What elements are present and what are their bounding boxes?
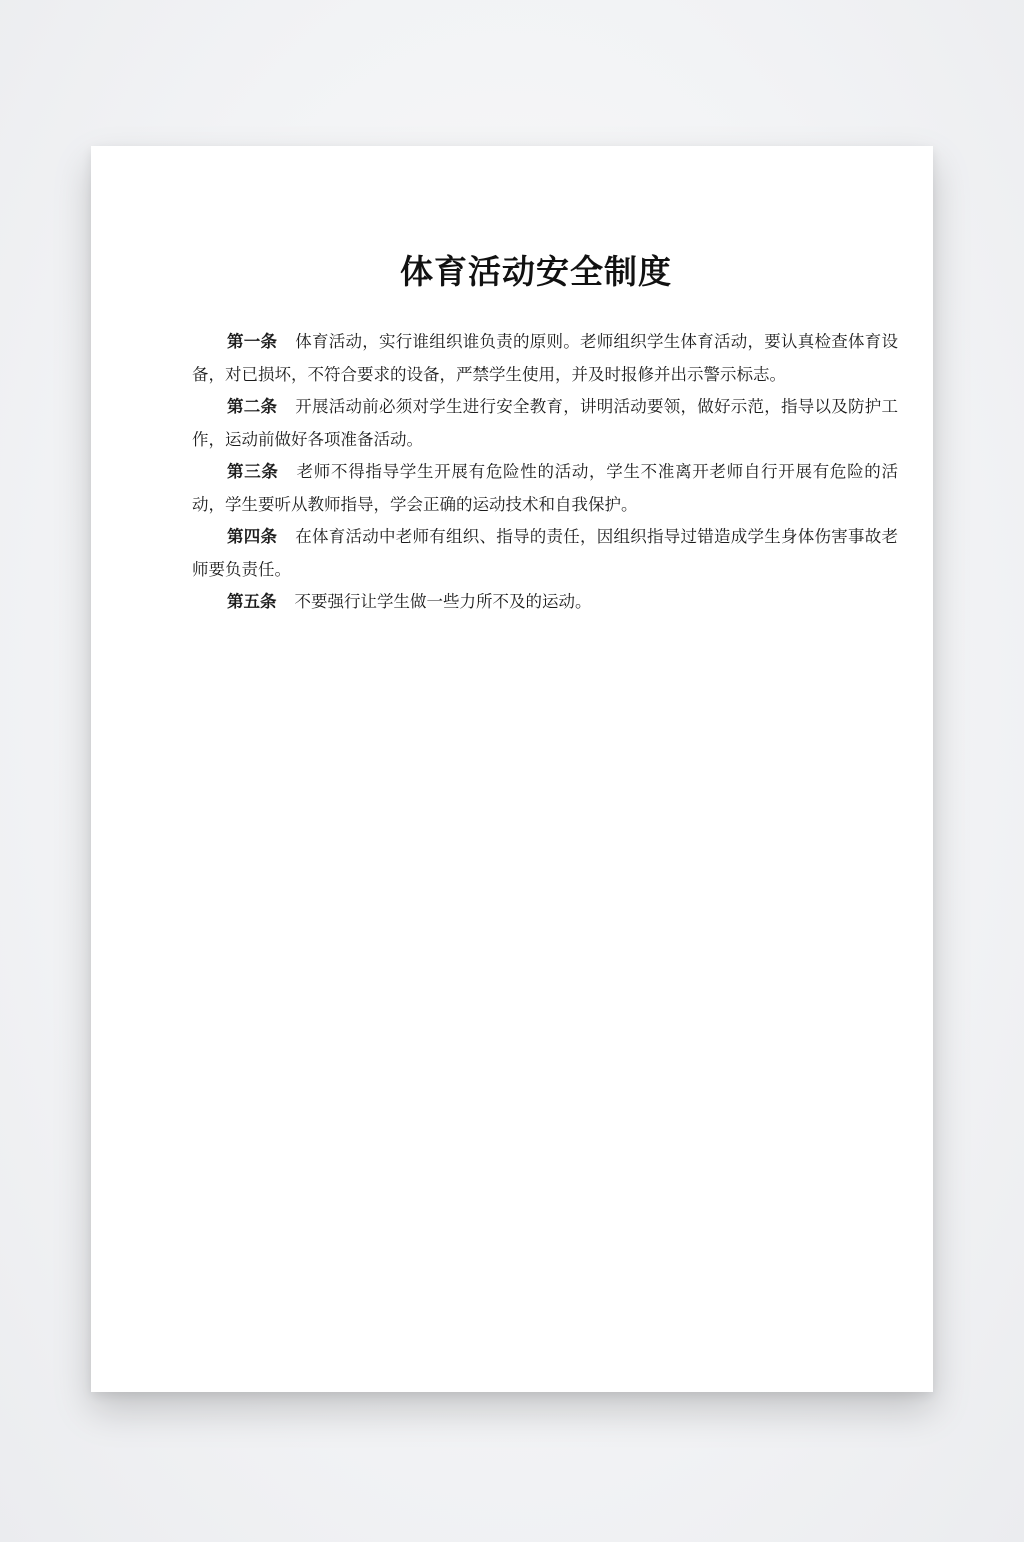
document-page	[91, 146, 933, 1392]
article-3	[192, 456, 898, 521]
article-label: 第一条	[227, 332, 278, 351]
article-label: 第五条	[227, 592, 277, 611]
article-text: 在体育活动中老师有组织、指导的责任，因组织指导过错造成学生身体伤害事故老师要负责任。	[192, 527, 898, 579]
document-title: 体育活动安全制度	[400, 252, 672, 291]
article-2	[192, 391, 898, 456]
article-label: 第二条	[227, 397, 278, 416]
article-text: 体育活动，实行谁组织谁负责的原则。老师组织学生体育活动，要认真检查体育设备，对已损坏，不符合要求的设备，严禁学生使用，并及时报修并出示警示标志。	[192, 332, 898, 384]
article-label: 第四条	[227, 527, 278, 546]
article-label: 第三条	[227, 462, 279, 481]
article-5	[192, 586, 898, 619]
article-text: 老师不得指导学生开展有危险性的活动，学生不准离开老师自行开展有危险的活动，学生要听从教师指导，学会正确的运动技术和自我保护。	[192, 462, 899, 514]
document-body	[192, 326, 898, 619]
article-text: 不要强行让学生做一些力所不及的运动。	[294, 592, 592, 611]
article-4	[192, 521, 898, 586]
article-text: 开展活动前必须对学生进行安全教育，讲明活动要领，做好示范，指导以及防护工作，运动前做好各项准备活动。	[192, 397, 898, 449]
article-1	[192, 326, 898, 391]
